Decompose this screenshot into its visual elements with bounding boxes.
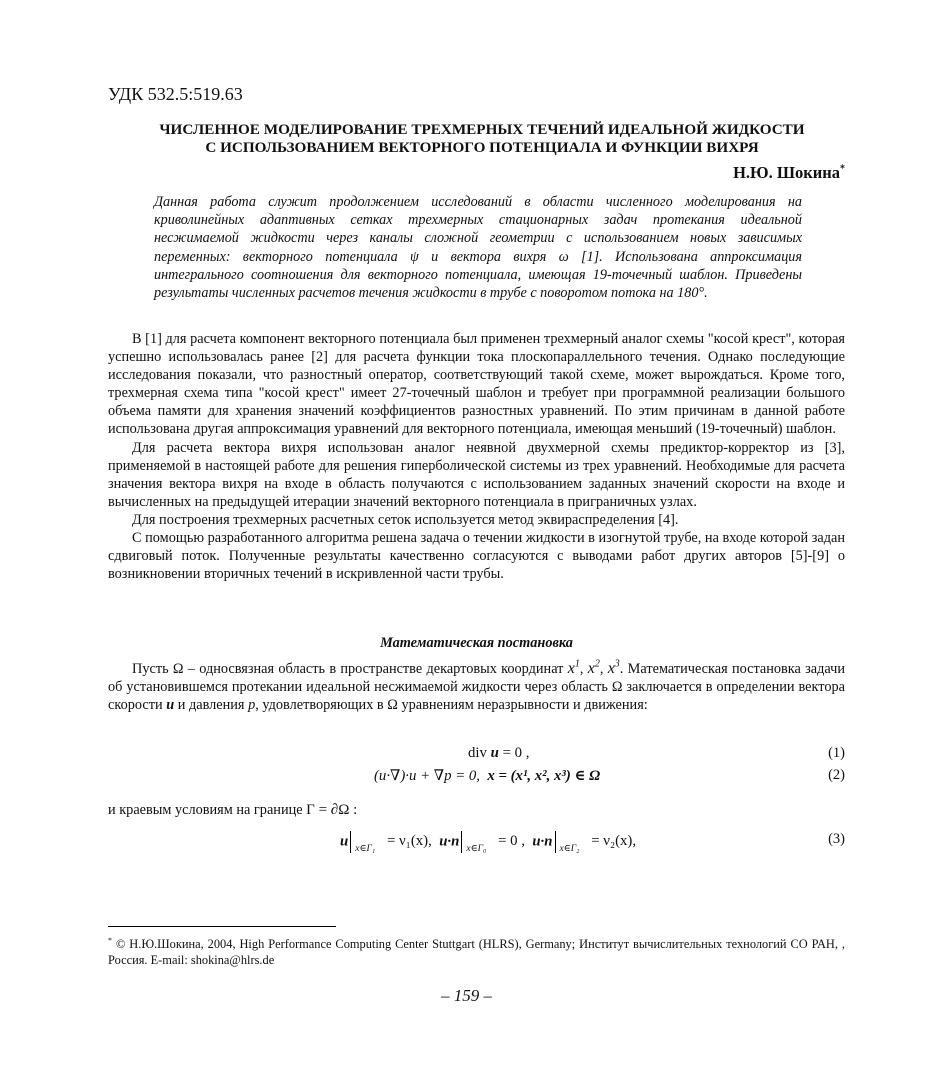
coord-x1-index: 1 [574, 658, 580, 670]
author-footnote-mark: * [840, 163, 845, 175]
footnote-mark: * [108, 935, 112, 945]
paragraph: С помощью разработанного алгоритма решена задача о течении жидкости в изогнутой трубе, на входе которой задан сдвиговый поток. Полученные результаты качественно согласуются с выводами работ других авторов [5]-[9] о возникновении вторичных течений в искривленной части трубы. [108, 530, 845, 583]
coord-x3-letter: x [607, 660, 615, 677]
pressure-symbol: p [248, 697, 256, 714]
eq3-rhs-1: = ν₁(x), [386, 833, 432, 850]
footnote-text: © Н.Ю.Шокина, 2004, High Performance Computing Center Stuttgart (HLRS), Germany; Институт вычислительных технологий СО РАН, , Россия. E-mail: shokina@hlrs.de [108, 937, 845, 967]
boundary-intro [108, 802, 357, 819]
coord-x3-index: 3 [614, 658, 620, 670]
coord-x3 [608, 660, 620, 677]
eq3-term-2: u·n [439, 833, 460, 850]
eq3-condition-bar-3 [555, 831, 580, 854]
intro-body [108, 330, 845, 583]
velocity-symbol: u [166, 697, 175, 714]
author-text: Н.Ю. Шокина [733, 163, 840, 182]
coord-x1 [568, 660, 580, 677]
equation-2 [374, 767, 600, 785]
coord-x2 [588, 660, 600, 677]
abstract: Данная работа служит продолжением исследований в области численного моделирования на криволинейных адаптивных сетках трехмерных стационарных задач протекания идеальной несжимаемой жидкости через каналы сложной геометрии с использованием новых зависимых переменных: векторного потенциала ψ и вектора вихря ω [1]. Использована аппроксимация интегрального соотношения для векторного потенциала, имеющая 19-точечный шаблон. Приведены результаты численных расчетов течения жидкости в трубе с поворотом потока на 180°. [154, 194, 802, 302]
eq3-condition-bar-1 [350, 831, 376, 854]
eq3-condition-2: x∈Γ₀ [466, 844, 487, 854]
eq3-condition-bar-2 [461, 831, 487, 854]
eq2-left: (u·∇)·u + ∇p = 0, [374, 768, 480, 784]
page-number: – 159 – [441, 986, 492, 1005]
math-paragraph-text: Пусть Ω – односвязная область в пространстве декартовых координат $x^1$, $x^2$, $x^3$. Математическая постановка задачи об установившемся протекании идеальной несжимаемой жидкости через область Ω заключается в определении вектора скорости u и давления p, удовлетворяющих в Ω уравнениям неразрывности и движения: [108, 658, 846, 714]
paragraph: Для построения трехмерных расчетных сеток используется метод эквираспределения [4]. [132, 511, 679, 528]
eq3-term-1: u [340, 833, 349, 850]
eq3-condition-1: x∈Γ₁ [355, 844, 376, 854]
paragraph: Для расчета вектора вихря использован аналог неявной двухмерной схемы предиктор-корректор из [3], применяемой в настоящей работе для решения гиперболической системы из трех уравнений. Необходимые для расчета значения вектора вихря на входе в область получаются с использованием заданных значений скорости на входе и вычисленных на предыдущей итерации значений векторного потенциала в приграничных узлах. [108, 439, 845, 510]
math-text-1: Пусть Ω – односвязная область в пространстве декартовых координат [132, 661, 564, 677]
boundary-symbol: Γ = ∂Ω : [306, 802, 358, 818]
eq1-div: div [468, 745, 487, 761]
equation-3 [340, 831, 636, 853]
equation-1 [468, 745, 529, 762]
equation-2-number: (2) [828, 767, 845, 783]
math-text-4: , удовлетворяющих в Ω уравнениям неразрывности и движения: [255, 697, 648, 714]
eq2-right: x = (x¹, x², x³) ∈ Ω [487, 768, 601, 784]
coord-x2-index: 2 [594, 658, 600, 670]
title-line-2: С ИСПОЛЬЗОВАНИЕМ ВЕКТОРНОГО ПОТЕНЦИАЛА И ФУНКЦИИ ВИХРЯ [205, 139, 759, 156]
eq3-rhs-3: = ν₂(x), [591, 833, 637, 850]
coord-x2-letter: x [587, 660, 595, 677]
section-title: Математическая постановка [380, 635, 573, 651]
eq1-rest: = 0 , [502, 745, 530, 761]
footnote [108, 936, 845, 968]
equation-3-number: (3) [828, 831, 845, 847]
math-paragraph [108, 660, 845, 714]
title-line-1: ЧИСЛЕННОЕ МОДЕЛИРОВАНИЕ ТРЕХМЕРНЫХ ТЕЧЕНИЙ ИДЕАЛЬНОЙ ЖИДКОСТИ [159, 121, 805, 138]
equation-1-number: (1) [828, 745, 845, 761]
footnote-divider [108, 926, 336, 927]
author-name [733, 163, 845, 183]
eq3-rhs-2: = 0 , [498, 833, 525, 850]
math-text-2: . Математическая постановка задачи об установившемся протекании идеальной несжимаемой жидкости через область Ω заключается в определении вектора скорости [108, 661, 846, 714]
coord-x1-letter: x [567, 660, 575, 677]
udc-code: УДК 532.5:519.63 [108, 84, 243, 104]
eq1-u: u [490, 745, 499, 761]
paragraph: В [1] для расчета компонент векторного потенциала был применен трехмерный аналог схемы "косой крест", которая успешно использовалась ранее [2] для расчета функции тока плоскопараллельного течения. Однако последующие исследования показали, что разностный оператор, соответствующий такой схеме, может вырождаться. Кроме того, трехмерная схема типа "косой крест" имеет 27-точечный шаблон и требует при программной реализации большого объема памяти для хранения значений коэффициентов разностных уравнений. По этим причинам в данной работе использована другая аппроксимация уравнений для векторного потенциала, имеющая меньший (19-точечный) шаблон. [108, 331, 845, 438]
math-text-3: и давления [177, 697, 245, 714]
paper-title [108, 121, 856, 157]
eq3-term-3: u·n [532, 833, 553, 850]
boundary-intro-text: и краевым условиям на границе [108, 802, 303, 818]
eq3-condition-3: x∈Γ₂ [559, 844, 580, 854]
